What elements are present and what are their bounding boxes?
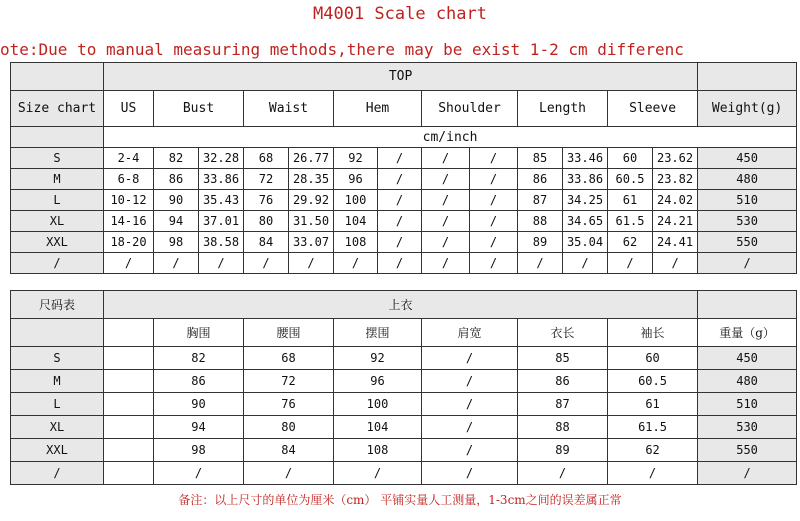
table-cell: / bbox=[470, 148, 518, 169]
table-cell: / bbox=[470, 232, 518, 253]
table-cell: 61.5 bbox=[608, 416, 698, 439]
footer-note: 备注：以上尺寸的单位为厘米（cm） 平铺实量人工测量，1-3cm之间的误差属正常 bbox=[178, 493, 622, 507]
table-cell: 530 bbox=[698, 211, 797, 232]
table-cell: 92 bbox=[334, 347, 422, 370]
table-cell: / bbox=[378, 211, 422, 232]
table-cell: 90 bbox=[154, 393, 244, 416]
cn-group-label: 上衣 bbox=[104, 291, 698, 319]
table-cell: 14-16 bbox=[104, 211, 154, 232]
table-cell: 68 bbox=[244, 347, 334, 370]
table-cell: 18-20 bbox=[104, 232, 154, 253]
table-cell: 87 bbox=[518, 190, 563, 211]
table-cell: 98 bbox=[154, 232, 199, 253]
table-cell: 84 bbox=[244, 232, 289, 253]
size-cell: XL bbox=[11, 211, 104, 232]
table-cell: 80 bbox=[244, 211, 289, 232]
table-cell: / bbox=[422, 211, 470, 232]
table-cell: / bbox=[289, 253, 334, 274]
size-cell: XXL bbox=[11, 439, 104, 462]
table-cell: 510 bbox=[698, 393, 797, 416]
chart-title: M4001 Scale chart bbox=[313, 4, 487, 24]
table-cell: 10-12 bbox=[104, 190, 154, 211]
size-cell: S bbox=[11, 148, 104, 169]
table-cell: 86 bbox=[154, 370, 244, 393]
table-cell: / bbox=[422, 190, 470, 211]
table-cell: 87 bbox=[518, 393, 608, 416]
table-cell: 72 bbox=[244, 169, 289, 190]
table-row bbox=[11, 148, 797, 169]
header-waist: Waist bbox=[244, 91, 334, 127]
table-row bbox=[11, 211, 797, 232]
table-cell: 62 bbox=[608, 439, 698, 462]
table-cell: / bbox=[244, 462, 334, 485]
table-cell: 104 bbox=[334, 416, 422, 439]
table-cell: 23.82 bbox=[653, 169, 698, 190]
table-row bbox=[11, 253, 797, 274]
table-cell: 2-4 bbox=[104, 148, 154, 169]
table-cell: / bbox=[470, 253, 518, 274]
table-cell: 108 bbox=[334, 232, 378, 253]
table-cell: / bbox=[518, 253, 563, 274]
table-cell: / bbox=[422, 393, 518, 416]
size-cell: XL bbox=[11, 416, 104, 439]
table-cell: 94 bbox=[154, 211, 199, 232]
table-cell: 82 bbox=[154, 347, 244, 370]
table-cell: / bbox=[154, 462, 244, 485]
table-cell: / bbox=[422, 347, 518, 370]
table-cell: 80 bbox=[244, 416, 334, 439]
table-cell: 108 bbox=[334, 439, 422, 462]
table-cell: 510 bbox=[698, 190, 797, 211]
table-cell: 89 bbox=[518, 232, 563, 253]
table-cell: 26.77 bbox=[289, 148, 334, 169]
table-cell: 88 bbox=[518, 211, 563, 232]
table-cell: 61.5 bbox=[608, 211, 653, 232]
cn-header-length: 衣长 bbox=[518, 319, 608, 347]
table-cell: 31.50 bbox=[289, 211, 334, 232]
table-cell: 60 bbox=[608, 347, 698, 370]
table-row bbox=[11, 439, 797, 462]
cn-header-waist: 腰围 bbox=[244, 319, 334, 347]
table-cell: 72 bbox=[244, 370, 334, 393]
size-cell: / bbox=[11, 253, 104, 274]
table-cell: / bbox=[378, 232, 422, 253]
table-cell: 60.5 bbox=[608, 370, 698, 393]
table-cell: 35.43 bbox=[199, 190, 244, 211]
size-cell: XXL bbox=[11, 232, 104, 253]
table-cell: 33.86 bbox=[563, 169, 608, 190]
table-cell: 100 bbox=[334, 393, 422, 416]
table-cell: / bbox=[334, 253, 378, 274]
measurement-note: ote:Due to manual measuring methods,there may be exist 1-2 cm differenc bbox=[0, 40, 684, 59]
table-cell: 86 bbox=[518, 370, 608, 393]
cn-header-chest: 胸围 bbox=[154, 319, 244, 347]
table-cell: / bbox=[470, 190, 518, 211]
cn-header-sleeve: 袖长 bbox=[608, 319, 698, 347]
size-cell: L bbox=[11, 190, 104, 211]
table-cell: 480 bbox=[698, 370, 797, 393]
table-cell: / bbox=[334, 462, 422, 485]
table-cell: 86 bbox=[154, 169, 199, 190]
table-cell: 34.65 bbox=[563, 211, 608, 232]
table-cell: 34.25 bbox=[563, 190, 608, 211]
table-cell: 33.86 bbox=[199, 169, 244, 190]
table-cell: / bbox=[422, 148, 470, 169]
header-hem: Hem bbox=[334, 91, 422, 127]
table-cell: / bbox=[698, 253, 797, 274]
table-row bbox=[11, 232, 797, 253]
size-cell: M bbox=[11, 169, 104, 190]
table-cell: / bbox=[154, 253, 199, 274]
table-row bbox=[11, 462, 797, 485]
table-row bbox=[11, 370, 797, 393]
table-cell: / bbox=[653, 253, 698, 274]
header-weight: Weight(g) bbox=[698, 91, 797, 127]
table-cell: 76 bbox=[244, 393, 334, 416]
table-cell: 68 bbox=[244, 148, 289, 169]
table-cell: 94 bbox=[154, 416, 244, 439]
table-cell: 60.5 bbox=[608, 169, 653, 190]
header-us: US bbox=[104, 91, 154, 127]
table-cell: / bbox=[378, 148, 422, 169]
table-cell: / bbox=[422, 462, 518, 485]
table-cell: 37.01 bbox=[199, 211, 244, 232]
table-cell: / bbox=[422, 169, 470, 190]
table-cell: / bbox=[378, 253, 422, 274]
table-cell: 62 bbox=[608, 232, 653, 253]
table-cell: / bbox=[104, 253, 154, 274]
cn-corner-label: 尺码表 bbox=[11, 291, 104, 319]
table-cell: 450 bbox=[698, 347, 797, 370]
header-size-chart: Size chart bbox=[11, 91, 104, 127]
table-cell: 33.46 bbox=[563, 148, 608, 169]
table-cell: 96 bbox=[334, 370, 422, 393]
table-row bbox=[11, 169, 797, 190]
table-cell: 61 bbox=[608, 190, 653, 211]
top-group-label: TOP bbox=[104, 63, 698, 91]
cn-header-weight: 重量（g） bbox=[698, 319, 797, 347]
table-cell: / bbox=[518, 462, 608, 485]
table-cell: 29.92 bbox=[289, 190, 334, 211]
table-cell: 92 bbox=[334, 148, 378, 169]
table-cell: 90 bbox=[154, 190, 199, 211]
table-cell: 60 bbox=[608, 148, 653, 169]
table-cell: 6-8 bbox=[104, 169, 154, 190]
size-chart-table-en bbox=[10, 62, 797, 274]
table-cell: / bbox=[422, 439, 518, 462]
size-cell: S bbox=[11, 347, 104, 370]
table-cell: 550 bbox=[698, 232, 797, 253]
table-cell: 38.58 bbox=[199, 232, 244, 253]
table-cell: / bbox=[470, 211, 518, 232]
table-cell: 32.28 bbox=[199, 148, 244, 169]
table-cell: / bbox=[422, 232, 470, 253]
table-row bbox=[11, 347, 797, 370]
size-chart-table-cn bbox=[10, 290, 797, 485]
table-cell: 96 bbox=[334, 169, 378, 190]
header-shoulder: Shoulder bbox=[422, 91, 518, 127]
unit-label: cm/inch bbox=[104, 127, 797, 148]
table-cell: 85 bbox=[518, 347, 608, 370]
table-cell: 23.62 bbox=[653, 148, 698, 169]
table-cell: 24.41 bbox=[653, 232, 698, 253]
header-length: Length bbox=[518, 91, 608, 127]
table-cell: / bbox=[422, 253, 470, 274]
size-cell: / bbox=[11, 462, 104, 485]
table-row bbox=[11, 190, 797, 211]
cn-header-shoulder: 肩宽 bbox=[422, 319, 518, 347]
size-cell: M bbox=[11, 370, 104, 393]
table-cell: / bbox=[698, 462, 797, 485]
table-cell: / bbox=[563, 253, 608, 274]
table-cell: 480 bbox=[698, 169, 797, 190]
table-cell: 61 bbox=[608, 393, 698, 416]
table-cell: 450 bbox=[698, 148, 797, 169]
table-cell: / bbox=[608, 253, 653, 274]
table-cell: 82 bbox=[154, 148, 199, 169]
table-cell: 98 bbox=[154, 439, 244, 462]
header-sleeve: Sleeve bbox=[608, 91, 698, 127]
table-cell: 100 bbox=[334, 190, 378, 211]
table-cell: 76 bbox=[244, 190, 289, 211]
table-cell: / bbox=[378, 169, 422, 190]
header-bust: Bust bbox=[154, 91, 244, 127]
table-cell: 88 bbox=[518, 416, 608, 439]
cn-header-hem: 摆围 bbox=[334, 319, 422, 347]
table-cell: / bbox=[378, 190, 422, 211]
table-cell: 84 bbox=[244, 439, 334, 462]
table-cell: / bbox=[199, 253, 244, 274]
table-cell: 530 bbox=[698, 416, 797, 439]
table-cell: 89 bbox=[518, 439, 608, 462]
table-cell: / bbox=[422, 416, 518, 439]
table-cell: / bbox=[470, 169, 518, 190]
table-cell: / bbox=[422, 370, 518, 393]
size-cell: L bbox=[11, 393, 104, 416]
table-row bbox=[11, 393, 797, 416]
table-cell: / bbox=[608, 462, 698, 485]
table-cell: 104 bbox=[334, 211, 378, 232]
table-cell: 86 bbox=[518, 169, 563, 190]
table-cell: 24.21 bbox=[653, 211, 698, 232]
table-cell: / bbox=[244, 253, 289, 274]
table-row bbox=[11, 416, 797, 439]
table-cell: 550 bbox=[698, 439, 797, 462]
table-cell: 24.02 bbox=[653, 190, 698, 211]
table-cell: 35.04 bbox=[563, 232, 608, 253]
table-cell: 33.07 bbox=[289, 232, 334, 253]
table-cell: 85 bbox=[518, 148, 563, 169]
table-cell: 28.35 bbox=[289, 169, 334, 190]
